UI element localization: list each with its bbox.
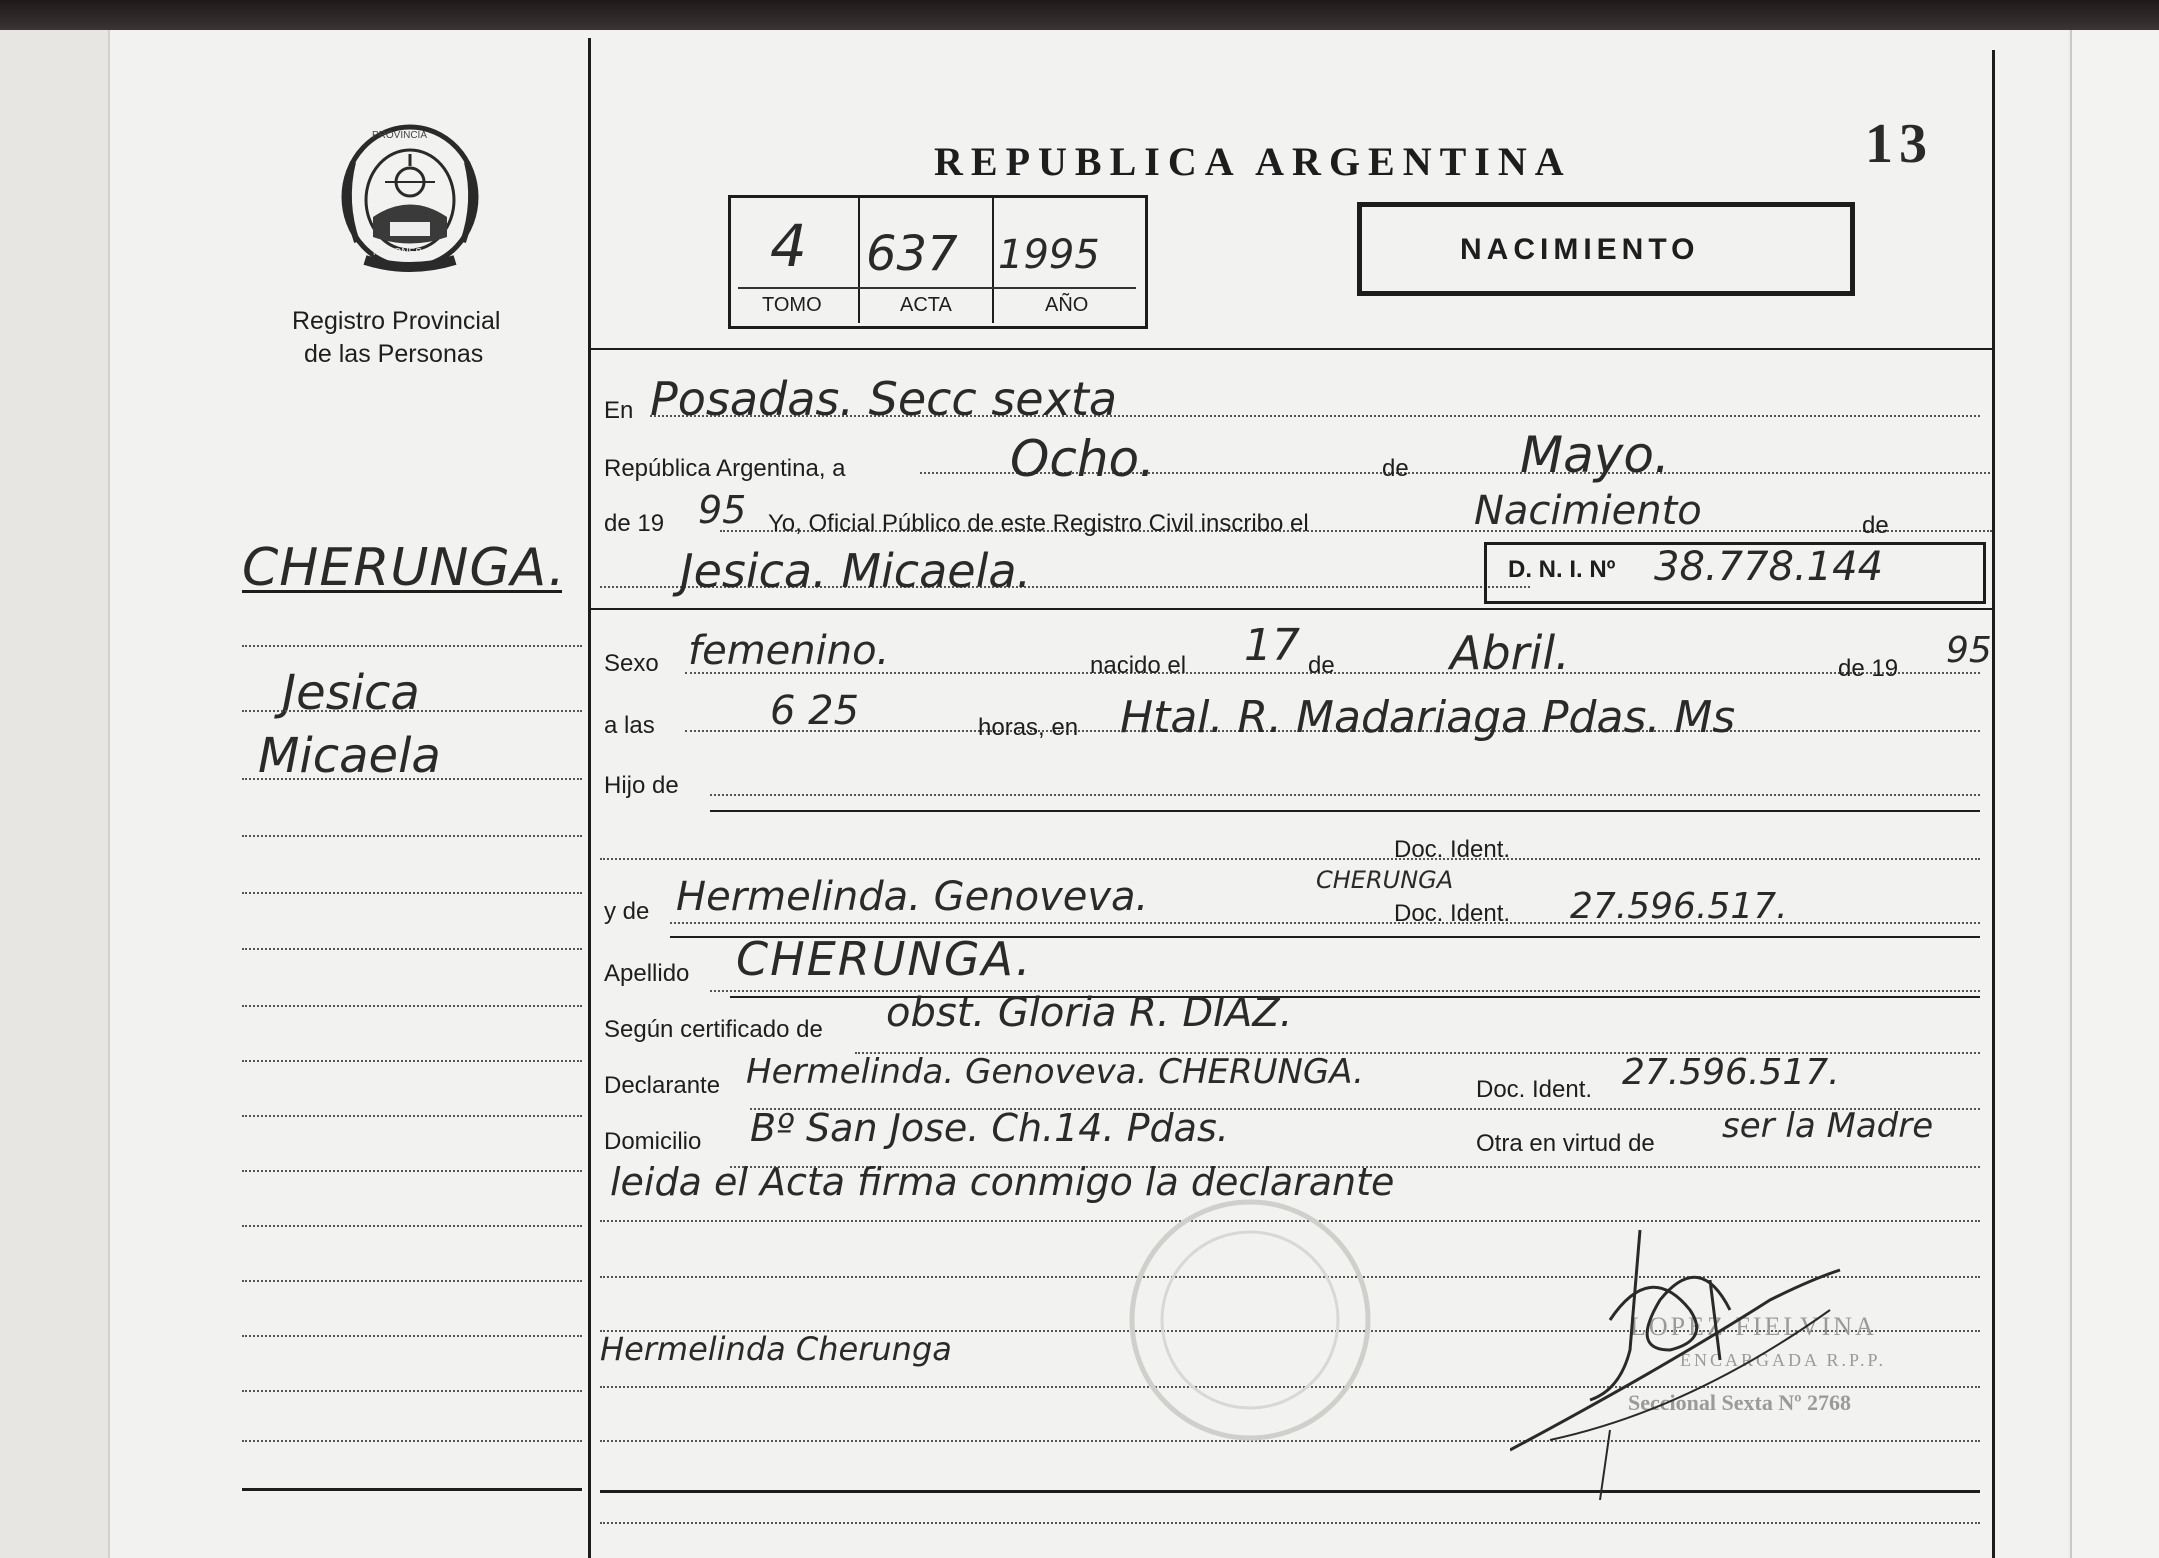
top-dark-edge bbox=[0, 0, 2159, 30]
margin-line bbox=[242, 710, 582, 712]
hw-act: Nacimiento bbox=[1474, 488, 1702, 534]
label-domicilio: Domicilio bbox=[604, 1128, 702, 1155]
label-dni: D. N. I. Nº bbox=[1508, 556, 1616, 583]
label-doc2: Doc. Ident. bbox=[1394, 900, 1511, 927]
tomo-label: TOMO bbox=[762, 294, 822, 316]
margin-first-name: Jesica bbox=[282, 665, 420, 721]
hw-otra-reason: ser la Madre bbox=[1722, 1106, 1934, 1146]
hw-year: 95 bbox=[698, 488, 747, 532]
label-sexo: Sexo bbox=[604, 650, 659, 677]
page-number: 13 bbox=[1865, 113, 1933, 175]
field-line bbox=[710, 794, 1980, 796]
margin-line bbox=[242, 1060, 582, 1062]
left-page-edge bbox=[0, 30, 110, 1558]
right-border bbox=[1992, 50, 1995, 1558]
margin-line bbox=[242, 1005, 582, 1007]
hw-sex: femenino. bbox=[688, 628, 890, 674]
label-horas: horas, en bbox=[978, 714, 1079, 741]
tomo-value: 4 bbox=[770, 212, 807, 280]
label-en: En bbox=[604, 397, 634, 424]
margin-line bbox=[242, 835, 582, 837]
acta-label: ACTA bbox=[900, 294, 952, 316]
label-yo: Yo, Oficial Público de este Registro Civil inscribo el bbox=[768, 510, 1309, 537]
official-stamp-line3: Seccional Sexta Nº 2768 bbox=[1628, 1390, 1851, 1415]
ano-label: AÑO bbox=[1045, 294, 1089, 316]
label-hijo: Hijo de bbox=[604, 772, 679, 799]
hw-month: Mayo. bbox=[1520, 426, 1670, 484]
label-declarante: Declarante bbox=[604, 1072, 721, 1099]
hw-place: Posadas. Secc sexta bbox=[650, 372, 1118, 426]
label-otra: Otra en virtud de bbox=[1476, 1130, 1655, 1157]
hw-domicile: Bº San Jose. Ch.14. Pdas. bbox=[750, 1106, 1229, 1150]
label-doc3: Doc. Ident. bbox=[1476, 1076, 1593, 1103]
margin-line bbox=[242, 1280, 582, 1282]
official-stamp-line2: ENCARGADA R.P.P. bbox=[1680, 1350, 1887, 1370]
field-line bbox=[600, 1522, 1980, 1524]
form-rule bbox=[590, 608, 1992, 610]
acta-value: 637 bbox=[866, 226, 958, 282]
right-page-edge bbox=[2070, 30, 2159, 1558]
margin-bottom-rule bbox=[242, 1488, 582, 1491]
header-title: REPUBLICA ARGENTINA bbox=[934, 139, 1572, 184]
margin-divider bbox=[588, 38, 591, 1558]
faint-circular-stamp-icon bbox=[1120, 1190, 1380, 1450]
registry-name-line1: Registro Provincial bbox=[292, 307, 501, 335]
hw-surname: CHERUNGA. bbox=[736, 932, 1033, 986]
document-page bbox=[110, 30, 2068, 1558]
hw-mother-surname: CHERUNGA bbox=[1316, 866, 1454, 894]
label-de-end: de bbox=[1862, 512, 1889, 539]
official-stamp-line1: LOPEZ FIELVINA bbox=[1630, 1312, 1877, 1341]
label-doc1: Doc. Ident. bbox=[1394, 836, 1511, 863]
label-yde: y de bbox=[604, 898, 650, 925]
hw-day: Ocho. bbox=[1010, 430, 1156, 488]
form-top-rule bbox=[590, 348, 1992, 350]
hw-birth-day: 17 bbox=[1244, 620, 1300, 671]
hw-mother-signature: Hermelinda Cherunga bbox=[600, 1330, 952, 1368]
seal-bottom-text: MISIONES bbox=[373, 247, 422, 258]
margin-line bbox=[242, 1440, 582, 1442]
registry-name-line2: de las Personas bbox=[304, 340, 484, 368]
label-de-dia: de bbox=[1308, 652, 1335, 679]
hw-declarant: Hermelinda. Genoveva. CHERUNGA. bbox=[746, 1052, 1364, 1092]
hw-hour: 6 25 bbox=[770, 688, 860, 734]
label-apellido: Apellido bbox=[604, 960, 690, 987]
record-box-rule bbox=[738, 287, 1136, 289]
margin-line bbox=[242, 1170, 582, 1172]
form-rule bbox=[710, 810, 1980, 812]
record-box-divider bbox=[858, 198, 860, 323]
margin-line bbox=[242, 892, 582, 894]
label-nacido: nacido el bbox=[1090, 652, 1187, 679]
hw-certificate: obst. Gloria R. DIAZ. bbox=[886, 990, 1293, 1036]
hw-mother-name: Hermelinda. Genoveva. bbox=[676, 874, 1149, 920]
margin-surname: CHERUNGA. bbox=[242, 538, 566, 598]
label-republica: República Argentina, a bbox=[604, 455, 846, 482]
margin-line bbox=[242, 1225, 582, 1227]
margin-surname-underline bbox=[242, 590, 562, 593]
hw-child-name: Jesica. Micaela. bbox=[680, 544, 1032, 598]
margin-line bbox=[242, 1335, 582, 1337]
margin-middle-name: Micaela bbox=[258, 728, 441, 784]
hw-mother-doc: 27.596.517. bbox=[1570, 886, 1788, 927]
margin-line bbox=[242, 1115, 582, 1117]
record-type: NACIMIENTO bbox=[1460, 233, 1700, 266]
label-de: de bbox=[1382, 455, 1409, 482]
margin-line bbox=[242, 645, 582, 647]
margin-line bbox=[242, 1390, 582, 1392]
field-line bbox=[600, 858, 1980, 860]
margin-line bbox=[242, 778, 582, 780]
margin-line bbox=[242, 948, 582, 950]
label-segun: Según certificado de bbox=[604, 1016, 823, 1043]
label-de19b: de 19 bbox=[1838, 655, 1899, 682]
record-box-divider bbox=[992, 198, 994, 323]
label-de19: de 19 bbox=[604, 510, 665, 537]
seal-top-text: PROVINCIA bbox=[372, 130, 428, 141]
officer-signature-icon bbox=[1510, 1200, 1960, 1500]
hw-note: leida el Acta firma conmigo la declarante bbox=[610, 1160, 1395, 1204]
hw-birth-place: Htal. R. Madariaga Pdas. Ms bbox=[1120, 692, 1736, 743]
hw-dni: 38.778.144 bbox=[1654, 544, 1884, 590]
label-alas: a las bbox=[604, 712, 655, 739]
provincial-seal-icon bbox=[335, 122, 485, 282]
hw-declarant-doc: 27.596.517. bbox=[1622, 1052, 1840, 1093]
hw-birth-month: Abril. bbox=[1450, 626, 1570, 680]
ano-value: 1995 bbox=[998, 232, 1100, 278]
hw-birth-year: 95 bbox=[1946, 630, 1992, 671]
